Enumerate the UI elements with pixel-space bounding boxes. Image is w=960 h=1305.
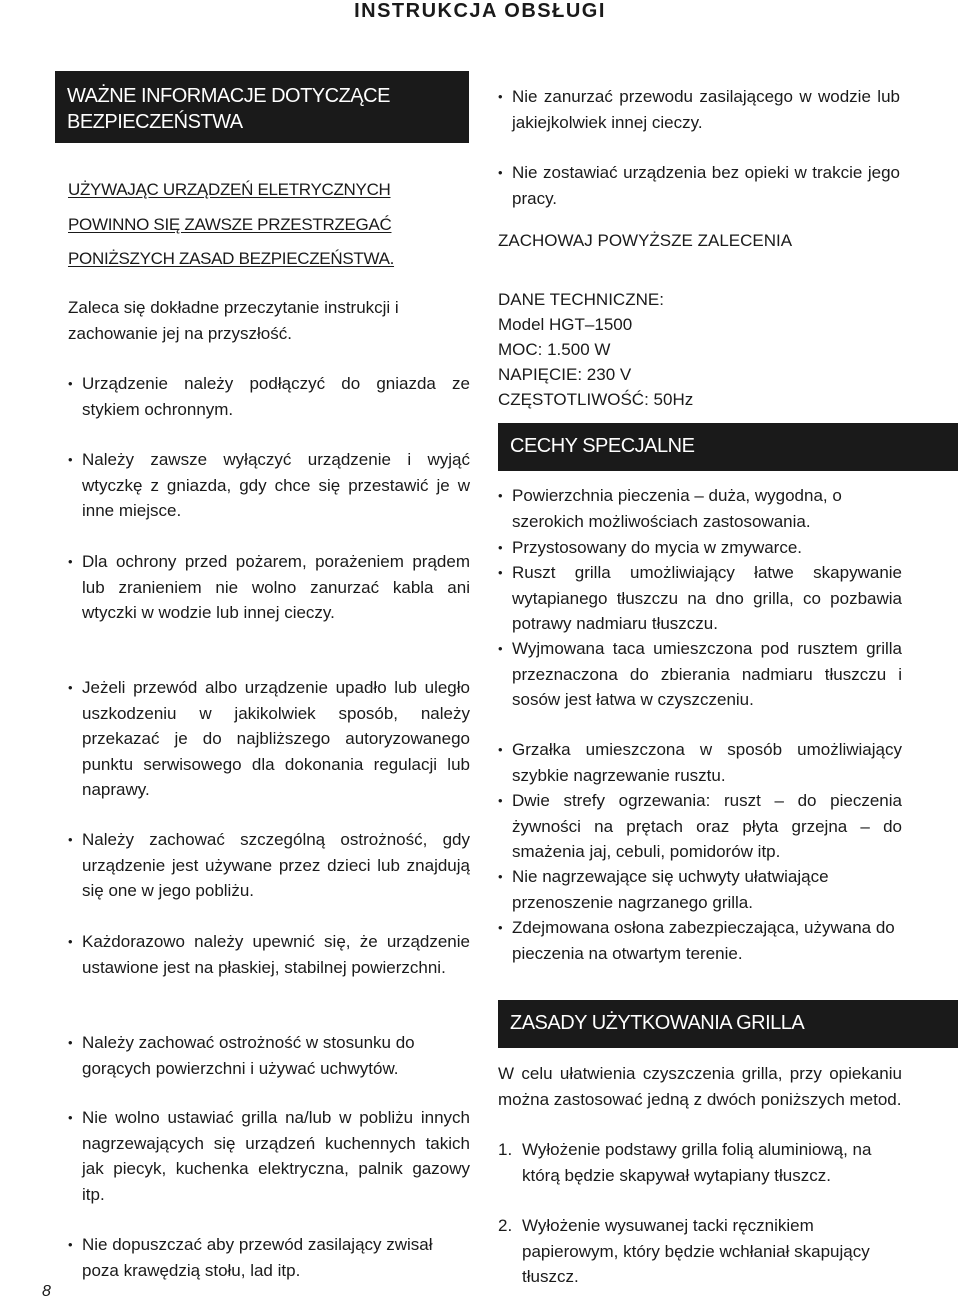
feature-bullet: • Przystosowany do mycia w zmywarce. [498, 535, 902, 561]
feature-bullet: • Zdejmowana osłona zabezpieczająca, używana do pieczenia na otwartym terenie. [498, 915, 902, 966]
usage-step-number: 2. [498, 1216, 513, 1235]
tech-voltage: NAPIĘCIE: 230 V [498, 365, 632, 384]
feature-bullet: • Grzałka umieszczona w sposób umożliwiający szybkie nagrzewanie rusztu. [498, 737, 902, 788]
page-header-title: INSTRUKCJA OBSŁUGI [354, 0, 606, 22]
safety-banner-text: WAŻNE INFORMACJE DOTYCZĄCE BEZPIECZEŃSTWA [67, 85, 390, 133]
keep-instructions-note: ZACHOWAJ POWYŻSZE ZALECENIA [498, 231, 793, 250]
left-column [68, 0, 472, 1305]
feature-bullet: • Wyjmowana taca umieszczona pod rusztem grilla przeznaczona do zbierania nadmiaru tłuszczu i sosów jest łatwa w czyszczeniu. [498, 636, 902, 713]
usage-banner-text: ZASADY UŻYTKOWANIA GRILLA [510, 1012, 805, 1034]
usage-step-text: Wyłożenie podstawy grilla folią aluminiową, na którą będzie skapywał wytapiany tłuszcz. [522, 1140, 872, 1185]
usage-section [498, 0, 902, 1305]
safety-bullet: • Należy zachować szczególną ostrożność, gdy urządzenie jest używane przez dzieci lub znajdują się one w jego pobliżu. [68, 827, 470, 904]
safety-bullet: • Każdorazowo należy upewnić się, że urządzenie ustawione jest na płaskiej, stabilnej powierzchni. [68, 929, 470, 980]
safety-warning: UŻYWAJĄC URZĄDZEŃ ELETRYCZNYCH POWINNO SIĘ ZAWSZE PRZESTRZEGAĆ PONIŻSZYCH ZASAD BEZPIECZEŃSTWA. [68, 180, 395, 268]
safety-bullet: • Nie wolno ustawiać grilla na/lub w pobliżu innych nagrzewających się urządzeń kuchennych takich jak piecyk, kuchenka elektryczna, palnik gazowy itp. [68, 1105, 470, 1207]
tech-heading: DANE TECHNICZNE: [498, 290, 664, 309]
usage-step [498, 1137, 902, 1188]
feature-bullet: • Ruszt grilla umożliwiający łatwe skapywanie wytapianego tłuszczu na dno grilla, co pozbawia potrawy nadmiaru tłuszczu. [498, 560, 902, 637]
tech-model: Model HGT–1500 [498, 315, 633, 334]
safety-bullet: • Należy zachować ostrożność w stosunku do gorących powierzchni i używać uchwytów. [68, 1030, 470, 1081]
safety-bullet: • Nie zostawiać urządzenia bez opieki w trakcie jego pracy. [498, 160, 900, 211]
intro-text: Zaleca się dokładne przeczytanie instrukcji i zachowanie jej na przyszłość. [68, 298, 399, 343]
feature-bullet: • Powierzchnia pieczenia – duża, wygodna, o szerokich możliwościach zastosowania. [498, 483, 902, 534]
safety-bullet: • Nie dopuszczać aby przewód zasilający zwisał poza krawędzią stołu, lad itp. [68, 1232, 470, 1283]
usage-step [498, 1213, 902, 1290]
page-number: 8 [42, 1283, 51, 1300]
safety-bullet: • Należy zawsze wyłączyć urządzenie i wyjąć wtyczkę z gniazda, gdy chce się przestawić je w inne miejsce. [68, 447, 470, 524]
tech-power: MOC: 1.500 W [498, 340, 611, 359]
usage-step-number: 1. [498, 1140, 513, 1159]
safety-bullet: • Nie zanurzać przewodu zasilającego w wodzie lub jakiejkolwiek innej cieczy. [498, 84, 900, 135]
usage-intro: W celu ułatwienia czyszczenia grilla, przy opiekaniu można zastosować jedną z dwóch poniższych metod. [498, 1064, 902, 1109]
safety-bullet: • Dla ochrony przed pożarem, porażeniem prądem lub zranieniem nie wolno zanurzać kabla ani wtyczki w wodzie lub innej cieczy. [68, 549, 470, 626]
feature-bullet: • Dwie strefy ogrzewania: ruszt – do pieczenia żywności na prętach oraz płyta grzejna – do smażenia jaj, cebuli, pomidorów itp. [498, 788, 902, 865]
safety-bullet: • Jeżeli przewód albo urządzenie upadło lub uległo uszkodzeniu w jakikolwiek sposób, należy przekazać je do najbliższego autoryzowanego punktu serwisowego dla dokonania regulacji lub naprawy. [68, 675, 470, 803]
safety-bullet: • Urządzenie należy podłączyć do gniazda ze stykiem ochronnym. [68, 371, 470, 422]
tech-frequency: CZĘSTOTLIWOŚĆ: 50Hz [498, 390, 694, 409]
feature-bullet: • Nie nagrzewające się uchwyty ułatwiające przenoszenie nagrzanego grilla. [498, 864, 902, 915]
features-banner-text: CECHY SPECJALNE [510, 435, 695, 457]
usage-step-text: Wyłożenie wysuwanej tacki ręcznikiem papierowym, który będzie wchłaniał skapujący tłuszcz. [522, 1216, 870, 1286]
